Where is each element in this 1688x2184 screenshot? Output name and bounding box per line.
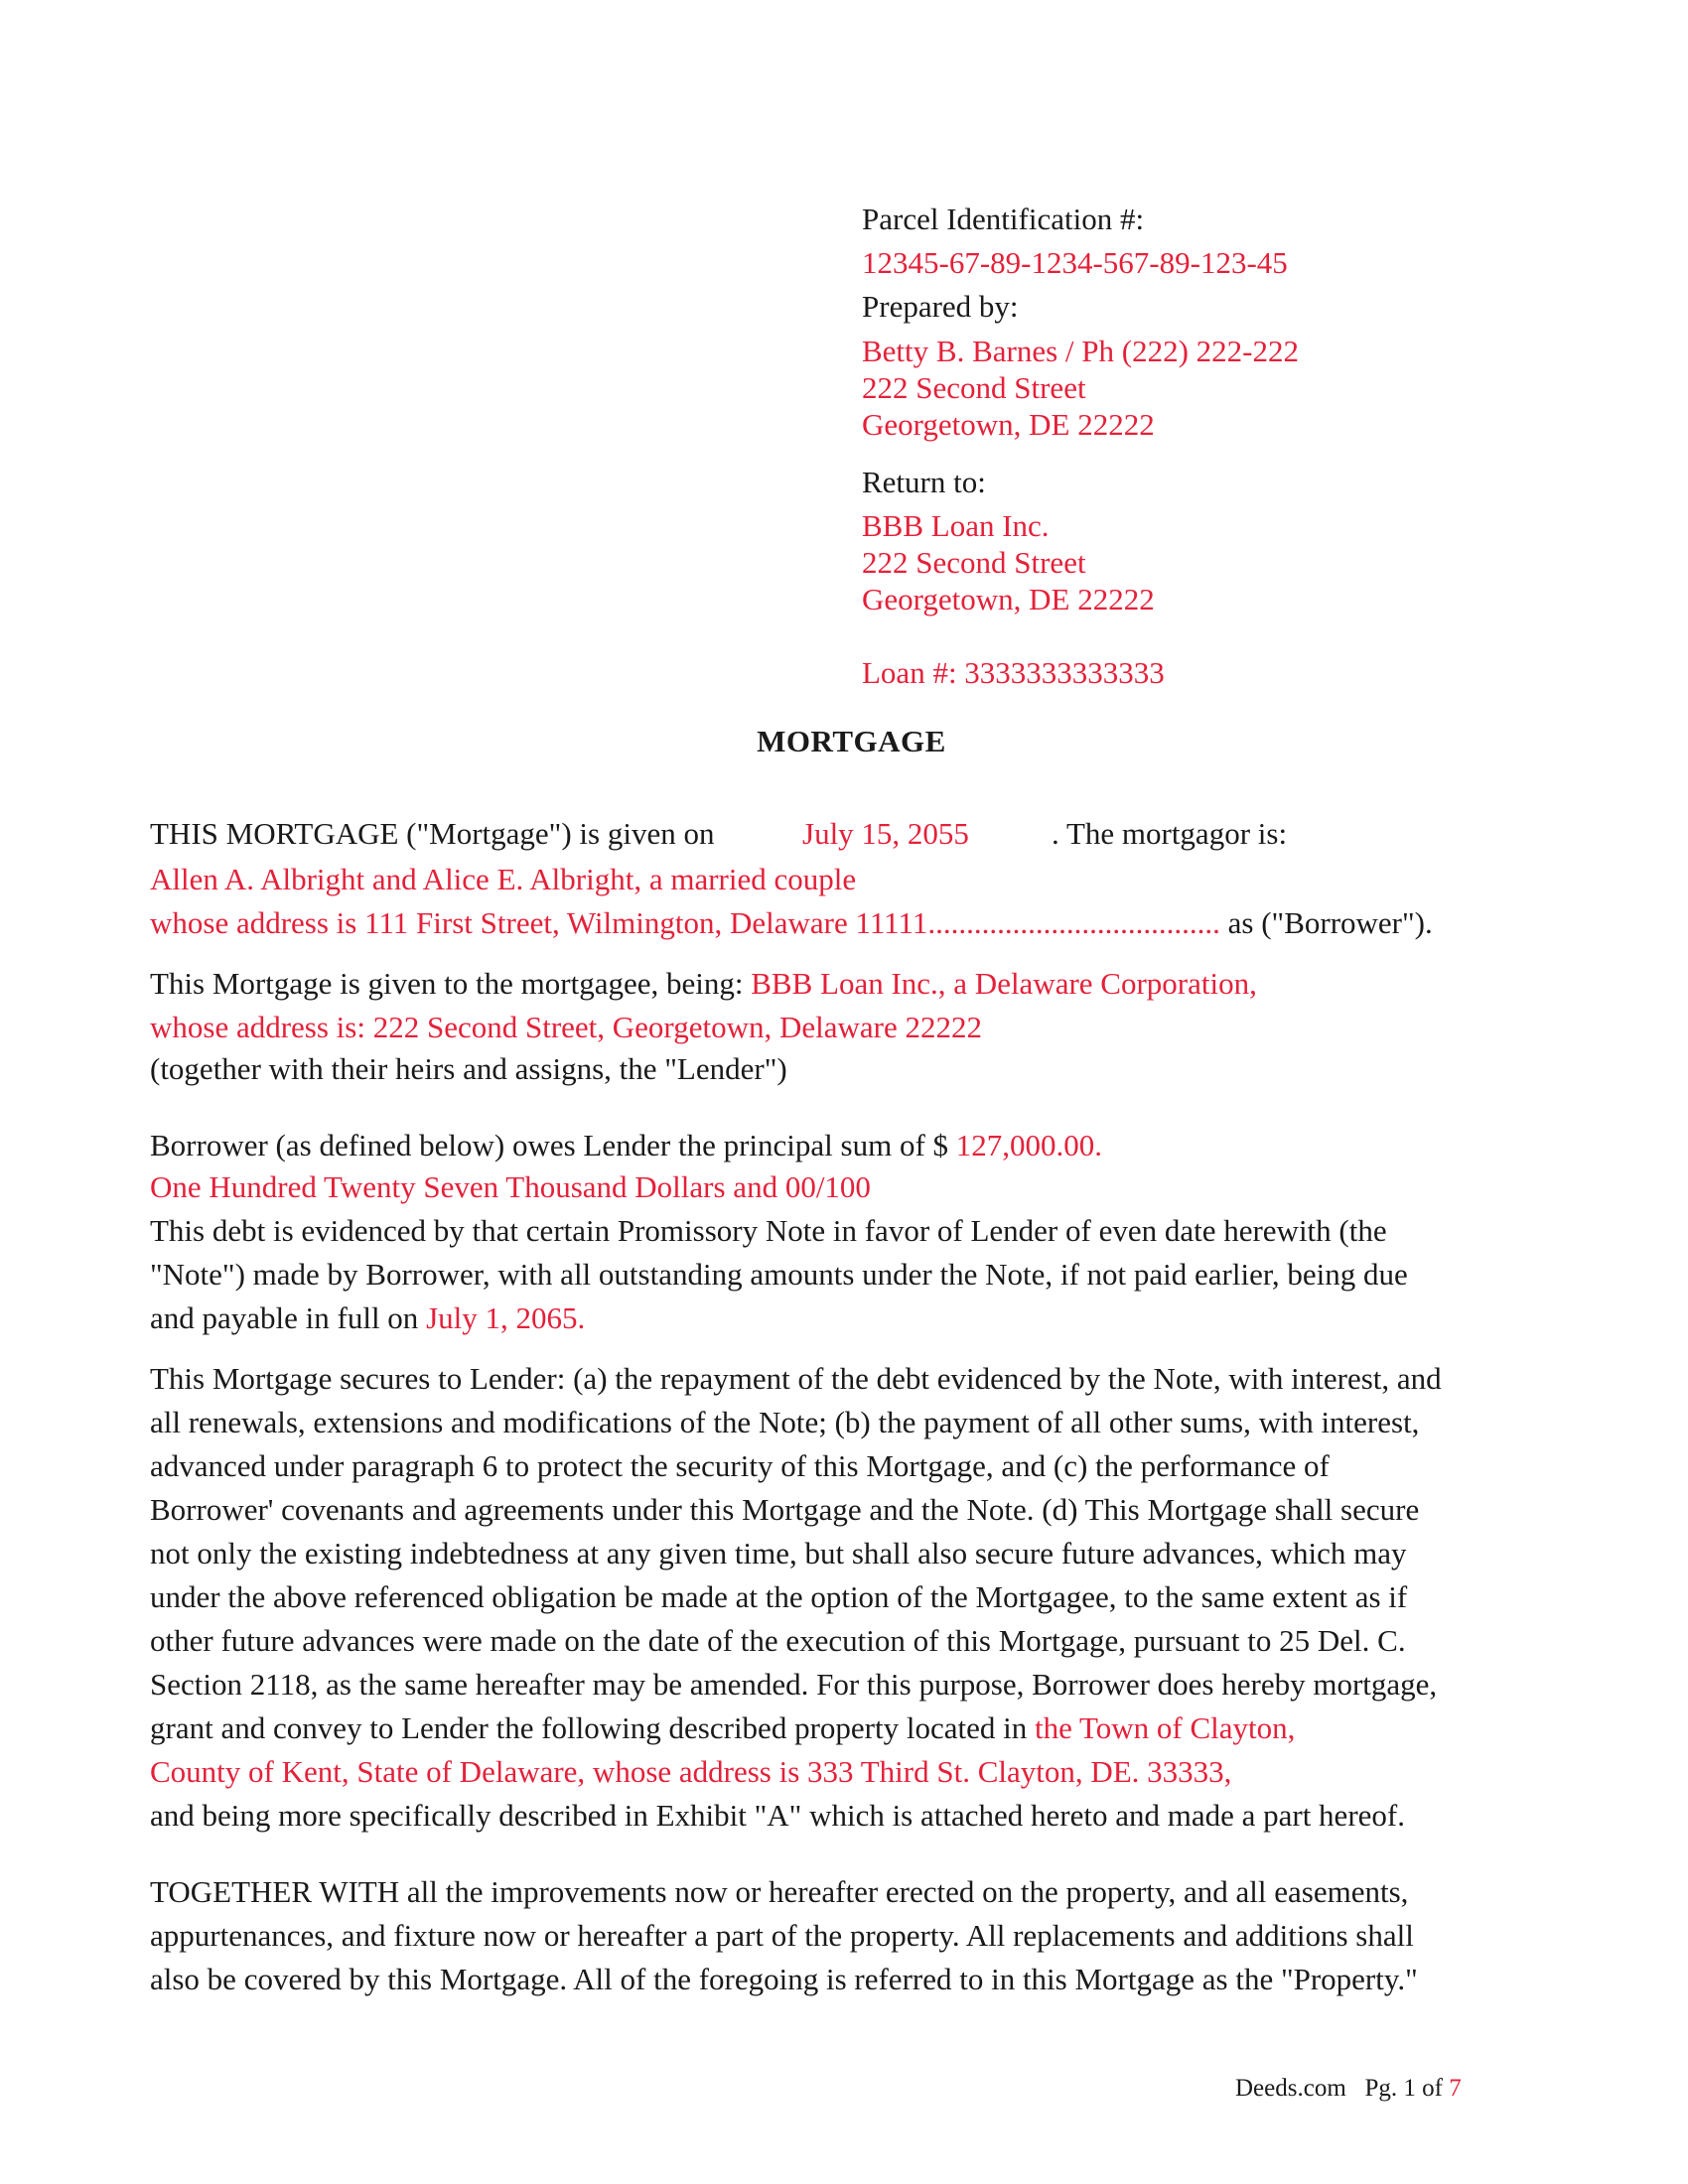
return-to-line: 222 Second Street [862,545,1086,580]
prepared-by-line: Betty B. Barnes / Ph (222) 222-222 [862,334,1299,368]
mortgagee-name: BBB Loan Inc., a Delaware Corporation, [751,966,1257,1001]
borrower-definition: as ("Borrower"). [1219,905,1433,940]
secures-line: advanced under paragraph 6 to protect the security of this Mortgage, and (c) the performance of [150,1448,1330,1483]
footer-site: Deeds.com [1235,2075,1346,2102]
debt-text-line: This debt is evidenced by that certain Promissory Note in favor of Lender of even date herewith (the [150,1213,1387,1248]
intro-line [150,812,714,856]
mortgagor-address-line [150,901,1433,945]
due-date: July 1, 2065. [426,1300,586,1335]
secures-line: and being more specifically described in Exhibit "A" which is attached hereto and made a part hereof. [150,1798,1405,1833]
debt-text-line [150,1297,585,1340]
return-to-label: Return to: [862,465,986,499]
together-line: also be covered by this Mortgage. All of the foregoing is referred to in this Mortgage as the "Property." [150,1962,1418,1996]
secures-line: under the above referenced obligation be made at the option of the Mortgagee, to the same extent as if [150,1579,1408,1614]
debt-line [150,1124,1102,1167]
mortgagee-lead: This Mortgage is given to the mortgagee, being: [150,966,752,1001]
parcel-label: Parcel Identification #: [862,202,1145,236]
intro-lead: THIS MORTGAGE ("Mortgage") is given on [150,816,715,851]
principal-amount: 127,000.00. [955,1128,1103,1162]
location-lead: grant and convey to Lender the following described property located in [150,1710,1035,1745]
amount-in-words: One Hundred Twenty Seven Thousand Dollars and 00/100 [150,1169,871,1204]
parcel-number: 12345-67-89-1234-567-89-123-45 [862,245,1288,280]
mortgagee-address: whose address is: 222 Second Street, Georgetown, Delaware 22222 [150,1010,982,1044]
mortgagor-address: whose address is 111 First Street, Wilmington, Delaware 11111 [150,905,928,940]
mortgagee-tail: (together with their heirs and assigns, the "Lender") [150,1051,787,1086]
mortgage-date: July 15, 2055 [802,816,969,851]
document-title: MORTGAGE [757,724,946,758]
dot-leader: ...................................... [927,905,1220,940]
debt-lead: Borrower (as defined below) owes Lender the principal sum of $ [150,1128,956,1162]
return-to-line: BBB Loan Inc. [862,508,1050,543]
mortgagee-line [150,962,1257,1006]
mortgagor-names: Allen A. Albright and Alice E. Albright, a married couple [150,862,857,896]
prepared-by-line: Georgetown, DE 22222 [862,407,1155,442]
secures-line: Borrower' covenants and agreements under this Mortgage and the Note. (d) This Mortgage shall secure [150,1492,1420,1527]
secures-line: This Mortgage secures to Lender: (a) the repayment of the debt evidenced by the Note, with interest, and [150,1361,1442,1396]
footer-page-total: 7 [1449,2075,1462,2102]
return-to-line: Georgetown, DE 22222 [862,582,1155,616]
property-location: the Town of Clayton, [1034,1710,1296,1745]
prepared-by-label: Prepared by: [862,289,1019,324]
property-address: County of Kent, State of Delaware, whose address is 333 Third St. Clayton, DE. 33333, [150,1754,1232,1789]
together-line: appurtenances, and fixture now or hereafter a part of the property. All replacements and additions shall [150,1918,1414,1953]
secures-line: Section 2118, as the same hereafter may be amended. For this purpose, Borrower does hereby mortgage, [150,1667,1438,1702]
due-lead: and payable in full on [150,1300,427,1335]
secures-line: other future advances were made on the date of the execution of this Mortgage, pursuant to 25 Del. C. [150,1623,1406,1658]
secures-line [150,1706,1295,1750]
prepared-by-line: 222 Second Street [862,370,1086,405]
secures-line: all renewals, extensions and modifications of the Note; (b) the payment of all other sums, with interest, [150,1405,1420,1439]
intro-tail: . The mortgagor is: [1052,816,1288,851]
together-line: TOGETHER WITH all the improvements now or hereafter erected on the property, and all easements, [150,1874,1409,1909]
page-footer [1235,2075,1462,2103]
secures-line: not only the existing indebtedness at any given time, but shall also secure future advances, which may [150,1536,1407,1570]
footer-page-prefix: Pg. 1 of [1364,2075,1450,2102]
loan-number: Loan #: 3333333333333 [862,655,1165,690]
debt-text-line: "Note") made by Borrower, with all outstanding amounts under the Note, if not paid earlier, being due [150,1257,1408,1292]
